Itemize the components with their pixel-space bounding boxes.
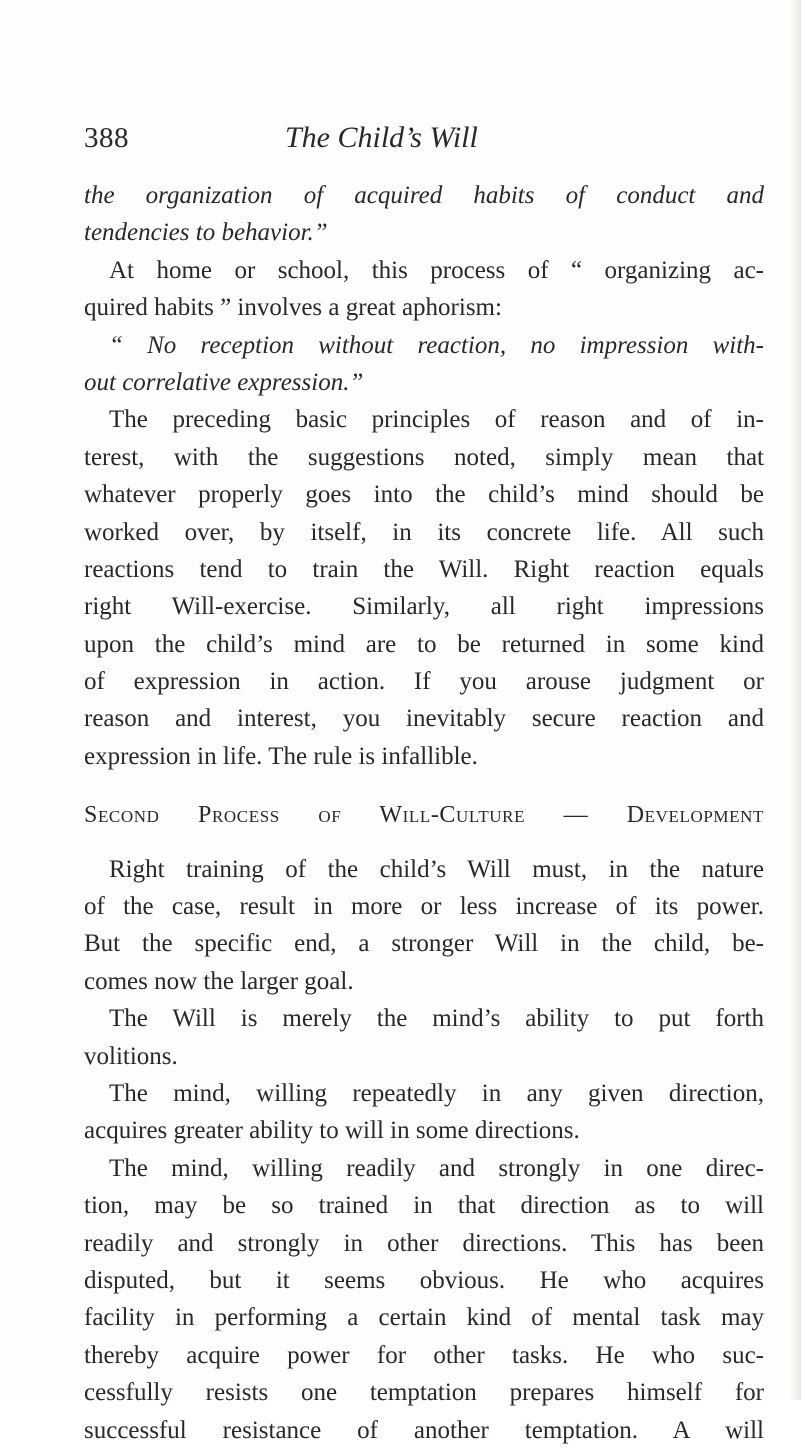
text-line: “ No reception without reaction, no impression with- — [109, 331, 764, 359]
text-line: whatever properly goes into the child’s mind should be — [84, 481, 764, 509]
text-block-before-heading — [84, 177, 764, 775]
text-line: disputed, but it seems obvious. He who acquires — [84, 1266, 764, 1294]
running-title: The Child’s Will — [285, 121, 478, 154]
text-line: terest, with the suggestions noted, simply mean that — [84, 443, 764, 471]
text-line: of the case, result in more or less increase of its power. — [84, 893, 764, 921]
text-line: of expression in action. If you arouse judgment or — [84, 668, 764, 696]
section-heading: Second Process of Will-Culture — Development — [84, 802, 764, 829]
text-line: worked over, by itself, in its concrete life. All such — [84, 518, 764, 546]
text-line: But the specific end, a stronger Will in the child, be- — [84, 930, 764, 958]
page-header — [0, 118, 801, 158]
text-line: facility in performing a certain kind of mental task may — [84, 1304, 764, 1332]
text-line: the organization of acquired habits of conduct and — [84, 182, 764, 209]
text-line: out correlative expression.” — [84, 368, 364, 396]
text-line: The mind, willing repeatedly in any given direction, — [109, 1079, 764, 1107]
text-line: successful resistance of another temptation. A will — [84, 1416, 764, 1444]
heading-spacer — [84, 775, 764, 797]
heading-spacer — [84, 835, 764, 851]
body-text — [84, 177, 764, 1449]
text-line: volitions. — [84, 1042, 178, 1070]
text-line: right Will-exercise. Similarly, all right impressions — [84, 593, 764, 621]
text-line: thereby acquire power for other tasks. He who suc- — [84, 1341, 764, 1369]
text-line: quired habits ” involves a great aphorism: — [84, 294, 502, 322]
text-line: cessfully resists one temptation prepares himself for — [84, 1379, 764, 1407]
text-line: upon the child’s mind are to be returned in some kind — [84, 630, 764, 658]
text-line: The mind, willing readily and strongly in one direc- — [109, 1154, 764, 1182]
text-line: reason and interest, you inevitably secure reaction and — [84, 705, 764, 733]
text-block-after-heading — [84, 851, 764, 1449]
text-line: expression in life. The rule is infallible. — [84, 742, 478, 770]
text-line: tendencies to behavior.” — [84, 219, 328, 247]
page-number: 388 — [84, 122, 129, 154]
text-line: acquires greater ability to will in some directions. — [84, 1117, 580, 1145]
text-line: The Will is merely the mind’s ability to put forth — [109, 1005, 764, 1033]
text-line: Right training of the child’s Will must, in the nature — [109, 855, 764, 883]
text-line: tion, may be so trained in that direction as to will — [84, 1192, 764, 1220]
text-line: readily and strongly in other directions. This has been — [84, 1229, 764, 1257]
page-edge-shadow — [789, 0, 801, 1400]
text-line: reactions tend to train the Will. Right reaction equals — [84, 555, 764, 583]
text-line: comes now the larger goal. — [84, 967, 354, 995]
text-line: At home or school, this process of “ organizing ac- — [109, 256, 764, 284]
text-line: The preceding basic principles of reason and of in- — [109, 406, 764, 434]
